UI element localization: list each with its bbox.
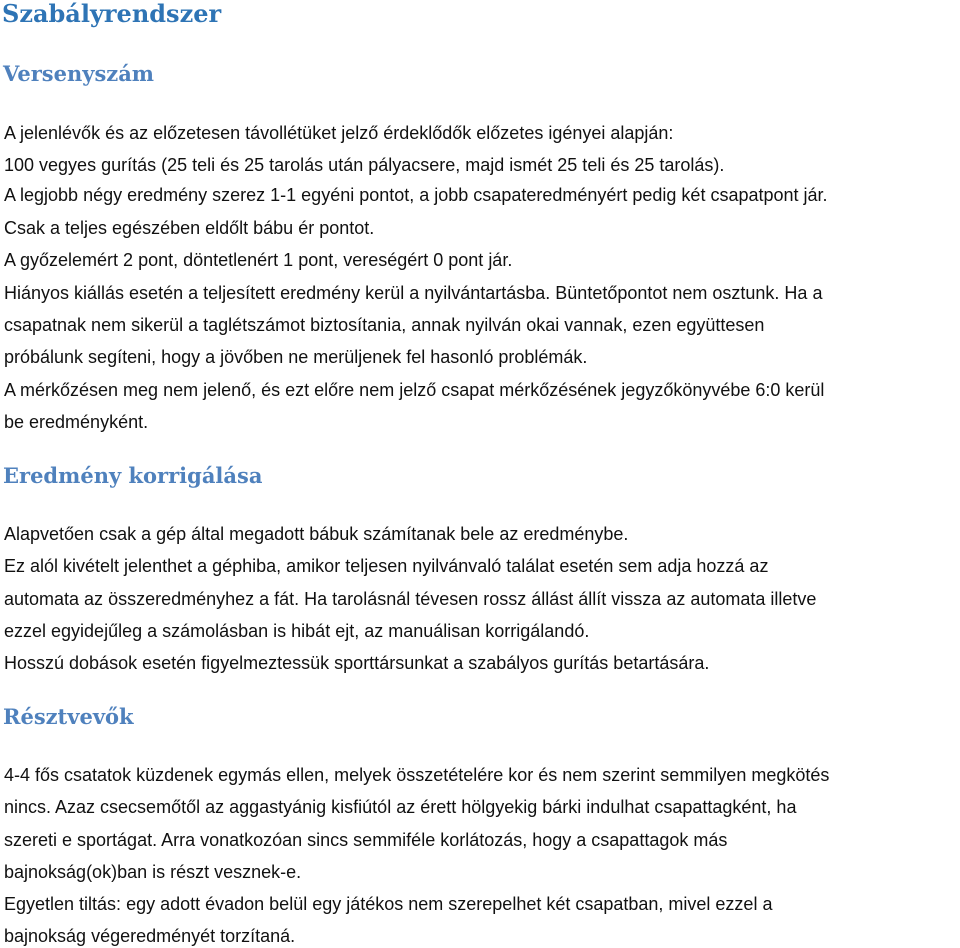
paragraph-line: Hosszú dobások esetén figyelmeztessük sporttársunkat a szabályos gurítás betartására. [4,653,710,673]
paragraph-line: Egyetlen tiltás: egy adott évadon belül egy játékos nem szerepelhet két csapatban, mivel ezzel a [4,894,773,914]
paragraph-line: ezzel egyidejűleg a számolásban is hibát ejt, az manuálisan korrigálandó. [4,621,590,641]
document-title: Szabályrendszer [2,0,222,28]
paragraph-line: bajnokság(ok)ban is részt vesznek-e. [4,862,302,882]
paragraph-line: be eredményként. [4,412,149,432]
section-heading-resztvevok: Résztvevők [3,704,134,729]
paragraph-line: Alapvetően csak a gép által megadott bábuk számítanak bele az eredménybe. [4,524,629,544]
paragraph-line: próbálunk segíteni, hogy a jövőben ne merüljenek fel hasonló problémák. [4,347,588,367]
paragraph-line: Hiányos kiállás esetén a teljesített eredmény kerül a nyilvántartásba. Büntetőpontot nem osztunk. Ha a [4,283,823,303]
paragraph-line: A legjobb négy eredmény szerez 1-1 egyéni pontot, a jobb csapateredményért pedig két csapatpont jár. [4,185,828,205]
paragraph-line: Ez alól kivételt jelenthet a géphiba, amikor teljesen nyilvánvaló találat esetén sem adja hozzá az [4,556,769,576]
paragraph-line: 100 vegyes gurítás (25 teli és 25 tarolás után pályacsere, majd ismét 25 teli és 25 tarolás). [4,155,725,175]
paragraph-line: bajnokság végeredményét torzítaná. [4,926,296,946]
paragraph-line: nincs. Azaz csecsemőtől az aggastyánig kisfiútól az érett hölgyekig bárki indulhat csapattagként, ha [4,797,797,817]
paragraph-line: Csak a teljes egészében eldőlt bábu ér pontot. [4,218,375,238]
paragraph-line: 4-4 fős csatatok küzdenek egymás ellen, melyek összetételére kor és nem szerint semmilyen megkötés [4,765,830,785]
paragraph-line: csapatnak nem sikerül a taglétszámot biztosítania, annak nyilván okai vannak, ezen együttesen [4,315,765,335]
paragraph-line: automata az összeredményhez a fát. Ha tarolásnál tévesen rossz állást állít vissza az automata illetve [4,589,817,609]
paragraph-line: A győzelemért 2 pont, döntetlenért 1 pont, vereségért 0 pont jár. [4,250,513,270]
section-heading-eredmeny-korrigalasa: Eredmény korrigálása [3,463,263,488]
paragraph-line: A jelenlévők és az előzetesen távollétüket jelző érdeklődők előzetes igényei alapján: [4,123,674,143]
paragraph-line: szereti e sportágat. Arra vonatkozóan sincs semmiféle korlátozás, hogy a csapattagok más [4,830,728,850]
section-heading-versenyszam: Versenyszám [3,61,155,86]
paragraph-line: A mérkőzésen meg nem jelenő, és ezt előre nem jelző csapat mérkőzésének jegyzőkönyvébe 6:0 kerül [4,380,825,400]
